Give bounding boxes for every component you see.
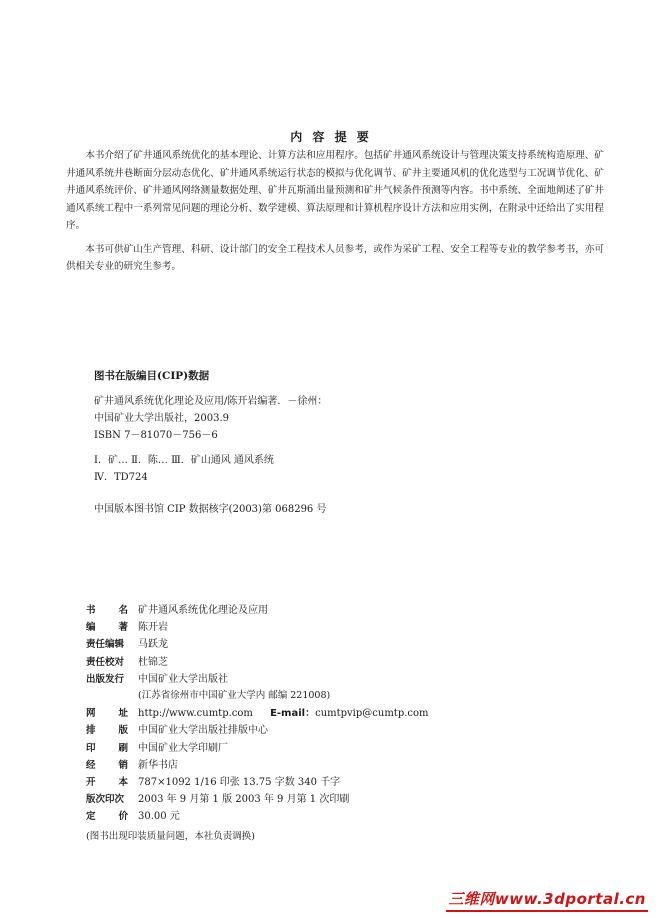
imprint-label: 定 价: [86, 811, 128, 823]
quality-note: (图书出现印装质量问题，本社负责调换): [86, 831, 255, 843]
imprint-label: 编 著: [86, 622, 128, 634]
editor: 马跃龙: [138, 639, 168, 651]
cip-record-number: 中国版本图书馆 CIP 数据核字(2003)第 068296 号: [94, 504, 327, 515]
imprint-row-web: [86, 704, 606, 721]
abstract-paragraph-1: 本书介绍了矿井通风系统优化的基本理论、计算方法和应用程序。包括矿井通风系统设计与管理决策支持系统构造原理、矿井通风系统井巷断面分层动态优化、矿井通风系统运行状态的模拟与优化调节、矿井主要通风机的优化选型与工况调节优化、矿井通风系统评价、矿井通风网络测量数据处理、矿井瓦斯涌出量预测和矿井气候条件预测等内容。书中系统、全面地阐述了矿井通风系统工程中一系列常见问题的理论分析、数学建模、算法原理和计算机程序设计方法和应用实例，在附录中还给出了实用程序。: [66, 150, 604, 231]
printer: 中国矿业大学印刷厂: [138, 742, 228, 754]
imprint-row-format: [86, 773, 606, 790]
website-link[interactable]: http://www.cumtp.com: [138, 708, 253, 720]
typesetter: 中国矿业大学出版社排版中心: [138, 725, 268, 737]
cip-publisher-line: 中国矿业大学出版社，2003.9: [94, 413, 229, 424]
imprint-row-price: [86, 807, 606, 824]
watermark-logo: 三维网www.3dportal.cn: [446, 888, 648, 912]
author: 陈开岩: [138, 622, 168, 634]
imprint-label: 排 版: [86, 725, 128, 737]
imprint-label: 版次印次: [86, 794, 125, 806]
proofreader: 杜锦芝: [138, 656, 168, 668]
abstract-paragraph-2: 本书可供矿山生产管理、科研、设计部门的安全工程技术人员参考，或作为采矿工程、安全工程等专业的教学参考书，亦可供相关专业的研究生参考。: [66, 243, 604, 272]
distributor: 新华书店: [138, 759, 178, 771]
abstract-body: [66, 147, 604, 276]
format-details: 787×1092 1/16 印张 13.75 字数 340 千字: [138, 776, 341, 788]
imprint-row-address: [86, 687, 606, 704]
imprint-label: 网 址: [86, 708, 128, 720]
imprint-row-typeset: [86, 721, 606, 738]
cip-block: [94, 368, 574, 515]
cip-subjects: Ⅰ．矿… Ⅱ．陈… Ⅲ．矿山通风 通风系统: [94, 455, 274, 466]
imprint-row-author: [86, 618, 606, 635]
imprint-label: 责任编辑: [86, 639, 125, 651]
imprint-row-publisher: [86, 670, 606, 687]
imprint-label: 出版发行: [86, 673, 125, 685]
price: 30.00 元: [138, 811, 180, 823]
imprint-label: 书 名: [86, 605, 128, 616]
imprint-row-title: [86, 601, 606, 618]
edition-details: 2003 年 9 月第 1 版 2003 年 9 月第 1 次印刷: [138, 794, 350, 806]
imprint-label: 责任校对: [86, 656, 125, 668]
imprint-row-distributor: [86, 756, 606, 773]
imprint-label: 开 本: [86, 776, 128, 788]
publisher-address: (江苏省徐州市中国矿业大学内 邮编 221008): [138, 689, 331, 701]
imprint-label: 经 销: [86, 759, 128, 771]
cip-classification: Ⅳ．TD724: [94, 472, 148, 483]
email-label: E-mail：: [270, 708, 316, 720]
abstract-title: 内 容 提 要: [290, 130, 372, 144]
imprint-row-edition: [86, 790, 606, 807]
imprint-row-printer: [86, 739, 606, 756]
publisher: 中国矿业大学出版社: [138, 673, 228, 685]
imprint-table: [86, 601, 606, 842]
email-link[interactable]: cumtpvip@cumtp.com: [315, 708, 429, 720]
cip-title-line: 矿井通风系统优化理论及应用/陈开岩编著．－徐州：: [94, 396, 328, 407]
book-title: 矿井通风系统优化理论及应用: [138, 605, 268, 616]
cip-isbn: ISBN 7－81070－756－6: [94, 430, 218, 441]
imprint-row-proofreader: [86, 653, 606, 670]
imprint-label: 印 刷: [86, 742, 128, 754]
imprint-row-editor: [86, 635, 606, 652]
cip-heading: 图书在版编目(CIP)数据: [94, 370, 210, 382]
